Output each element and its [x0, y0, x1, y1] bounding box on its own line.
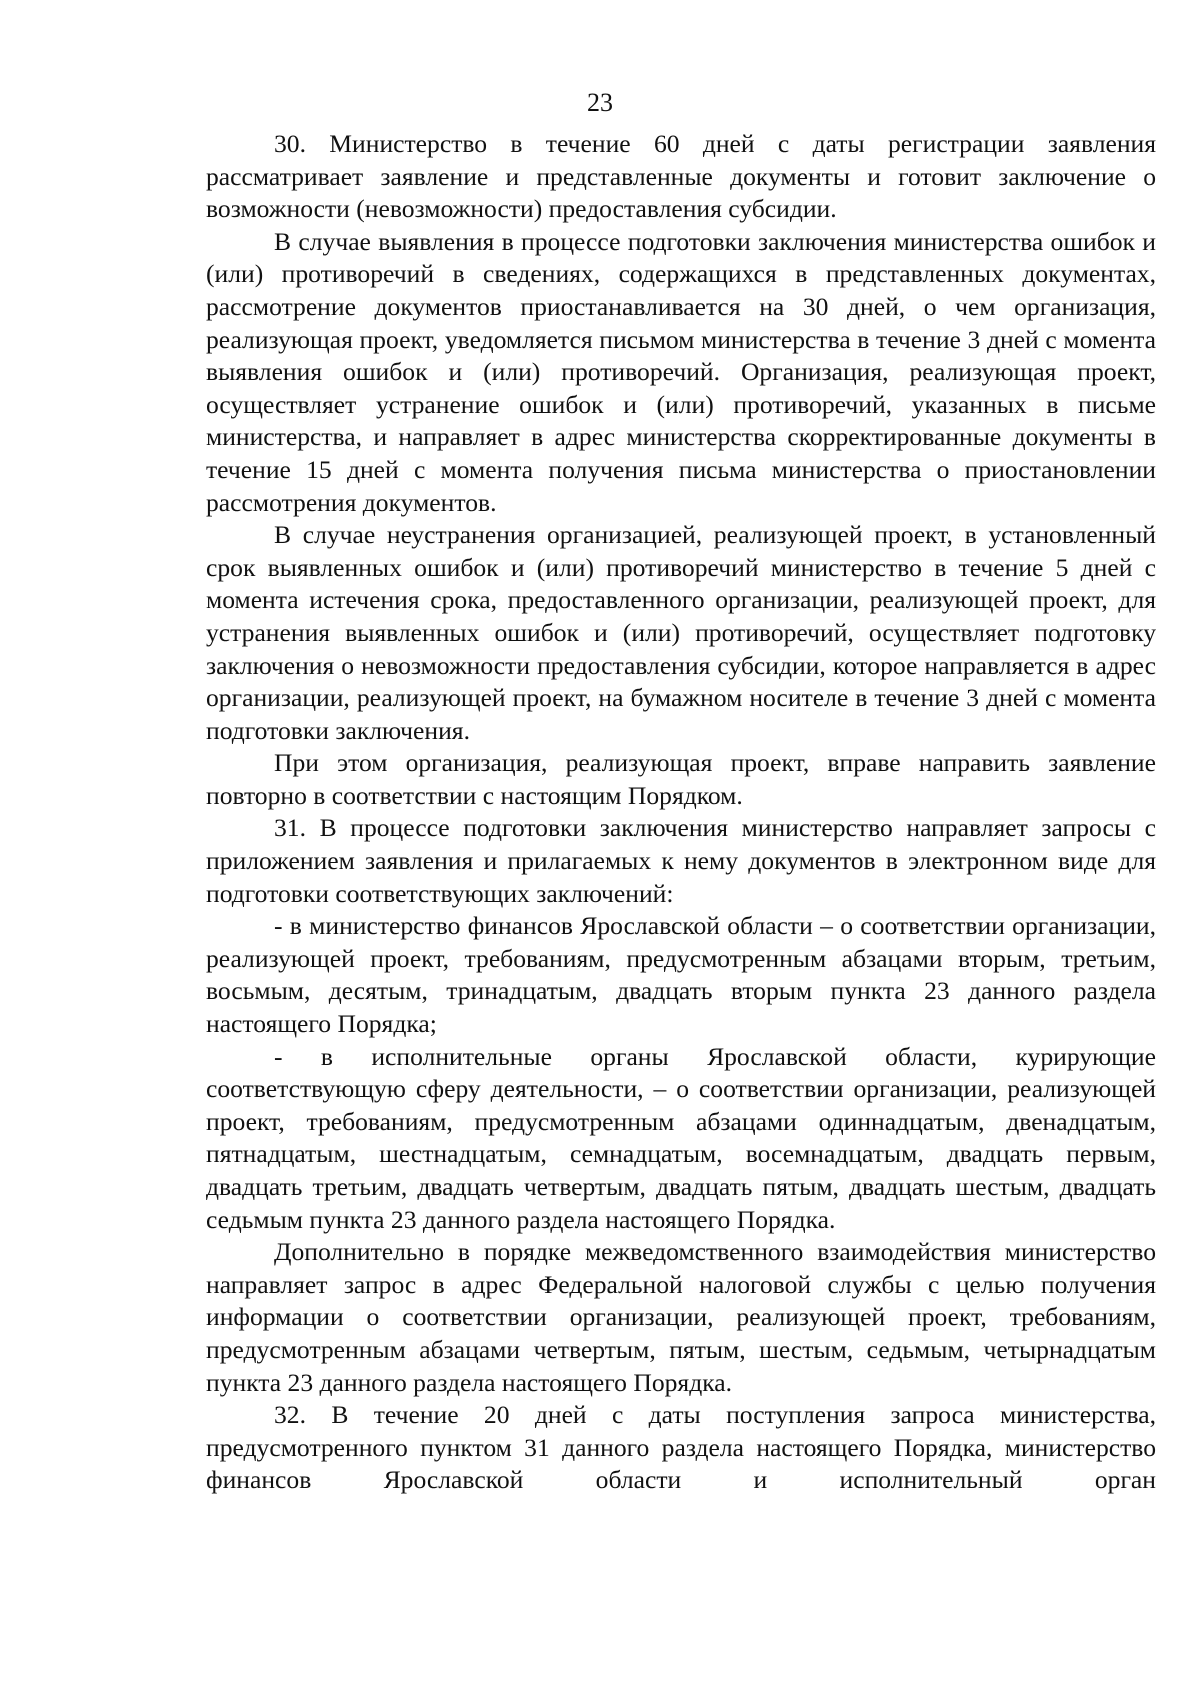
document-body: [206, 128, 1156, 1497]
paragraph-31-executive-bodies: - в исполнительные органы Ярославской области, курирующие соответствующую сферу деятельности, – о соответствии организации, реализующей проект, требованиям, предусмотренным абзацами одиннадцатым, двенадцатым, пятнадцатым, шестнадцатым, семнадцатым, восемнадцатым, двадцать первым, двадцать третьим, двадцать четвертым, двадцать пятым, двадцать шестым, двадцать седьмым пункта 23 данного раздела настоящего Порядка.: [206, 1041, 1156, 1234]
paragraph-30-resubmission: При этом организация, реализующая проект, вправе направить заявление повторно в соответствии с настоящим Порядком.: [206, 748, 1156, 810]
page-number: 23: [587, 88, 613, 117]
paragraph-31-finance-ministry: - в министерство финансов Ярославской области – о соответствии организации, реализующей проект, требованиям, предусмотренным абзацами вторым, третьим, восьмым, десятым, тринадцатым, двадцать вторым пункта 23 данного раздела настоящего Порядка;: [206, 911, 1156, 1039]
paragraph-31: 31. В процессе подготовки заключения министерство направляет запросы с приложением заявления и прилагаемых к нему документов в электронном виде для подготовки соответствующих заключений:: [206, 813, 1156, 908]
paragraph-32: 32. В течение 20 дней с даты поступления запроса министерства, предусмотренного пунктом 31 данного раздела настоящего Порядка, министерство финансов Ярославской области и исполнительный орган: [206, 1400, 1156, 1495]
paragraph-31-tax-service: Дополнительно в порядке межведомственного взаимодействия министерство направляет запрос в адрес Федеральной налоговой службы с целью получения информации о соответствии организации, реализующей проект, требованиям, предусмотренным абзацами четвертым, пятым, шестым, седьмым, четырнадцатым пункта 23 данного раздела настоящего Порядка.: [206, 1237, 1156, 1397]
paragraph-30-errors: В случае выявления в процессе подготовки заключения министерства ошибок и (или) противоречий в сведениях, содержащихся в представленных документах, рассмотрение документов приостанавливается на 30 дней, о чем организация, реализующая проект, уведомляется письмом министерства в течение 3 дней с момента выявления ошибок и (или) противоречий. Организация, реализующая проект, осуществляет устранение ошибок и (или) противоречий, указанных в письме министерства, и направляет в адрес министерства скорректированные документы в течение 15 дней с момента получения письма министерства о приостановлении рассмотрения документов.: [206, 226, 1156, 517]
paragraph-30: 30. Министерство в течение 60 дней с даты регистрации заявления рассматривает заявление и представленные документы и готовит заключение о возможности (невозможности) предоставления субсидии.: [206, 129, 1156, 224]
paragraph-30-non-correction: В случае неустранения организацией, реализующей проект, в установленный срок выявленных ошибок и (или) противоречий министерство в течение 5 дней с момента истечения срока, предоставленного организации, реализующей проект, для устранения выявленных ошибок и (или) противоречий, осуществляет подготовку заключения о невозможности предоставления субсидии, которое направляется в адрес организации, реализующей проект, на бумажном носителе в течение 3 дней с момента подготовки заключения.: [206, 520, 1156, 745]
